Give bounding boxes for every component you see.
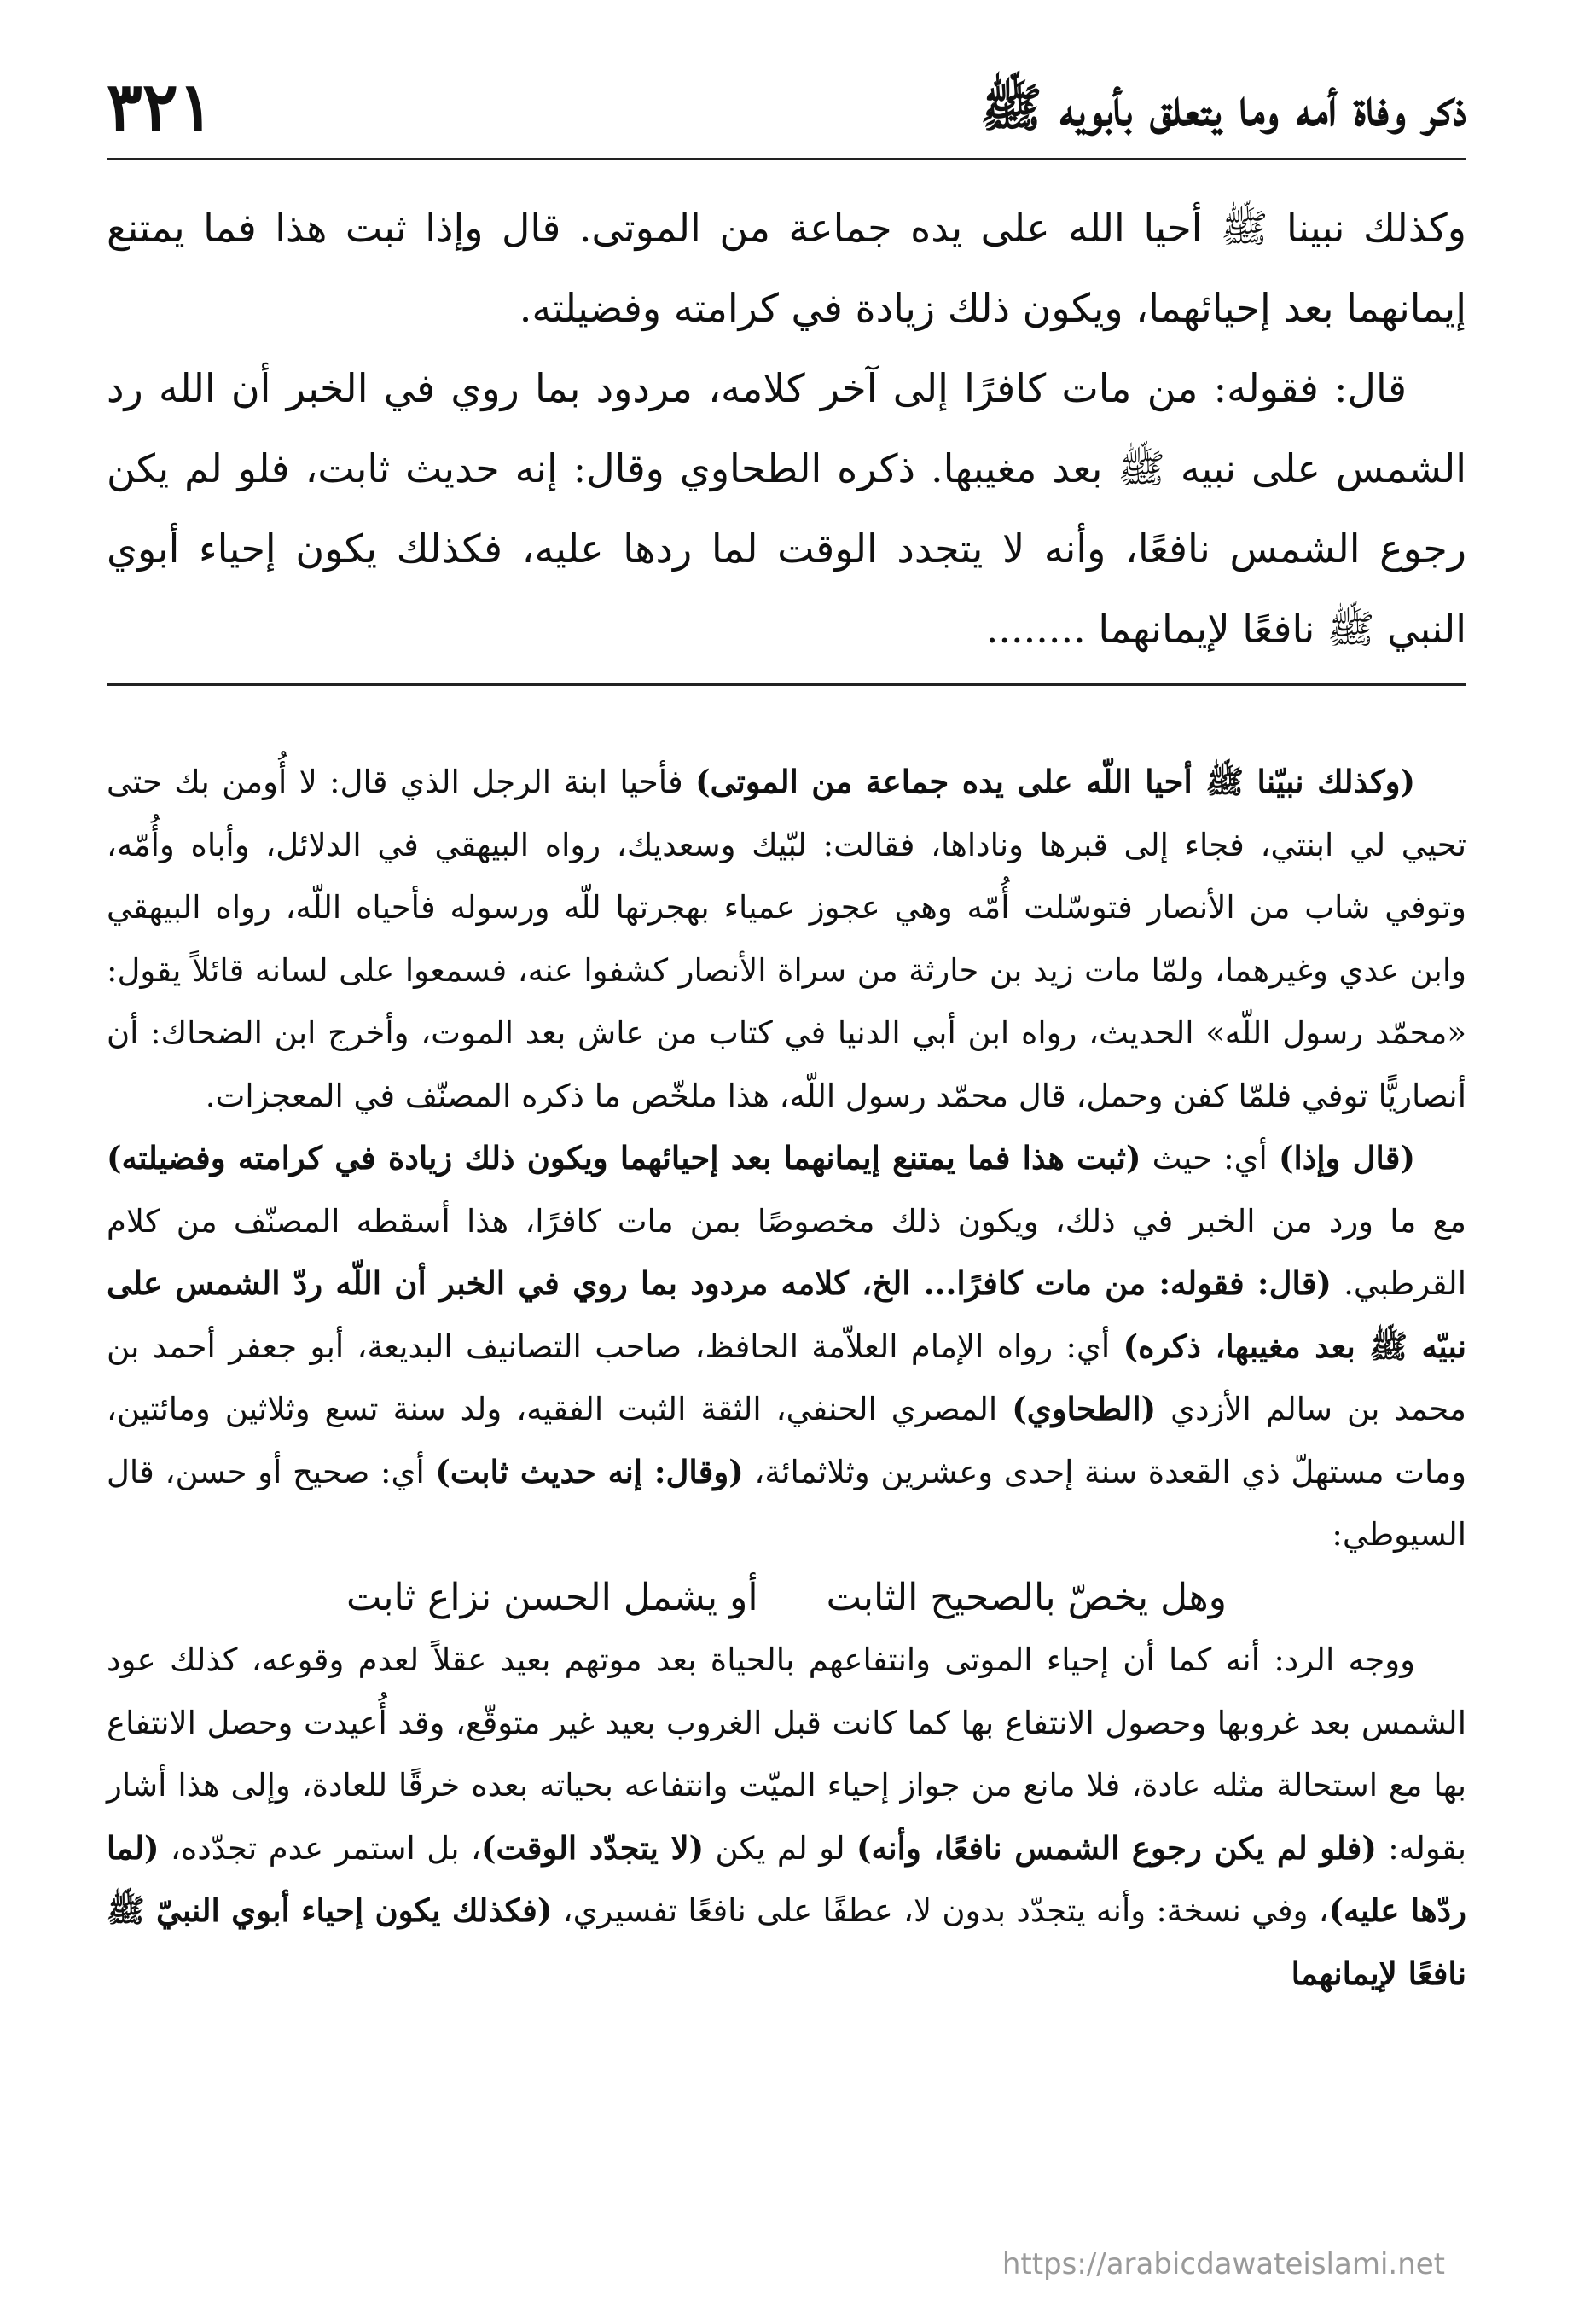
main-paragraph-2 <box>107 348 1466 669</box>
commentary-text: أي: رواه الإمام العلاّمة الحافظ، صاحب التصانيف البديعة، أبو جعفر أحمد بن محمد بن سالم الأزدي <box>107 1328 1467 1427</box>
commentary-paragraph-3 <box>107 1629 1466 2005</box>
commentary-quote: (وكذلك نبيّنا ﷺ أحيا اللّه على يده جماعة من الموتى) <box>695 763 1415 800</box>
commentary-text: ، بل استمر عدم تجدّده، <box>159 1829 481 1867</box>
commentary-quote: (لما ردّها عليه) <box>107 1828 1466 1929</box>
commentary-quote: (فلو لم يكن رجوع الشمس نافعًا، وأنه) <box>856 1828 1377 1867</box>
commentary-paragraph-2 <box>107 1127 1466 1566</box>
commentary-quote: (فكذلك يكون إحياء أبوي النبيّ ﷺ نافعًا لإيمانهما <box>107 1891 1466 1992</box>
separator-rule <box>107 683 1466 686</box>
verse-hemistich-2: أو يشمل الحسن نزاع ثابت <box>346 1575 758 1619</box>
main-paragraph-2-text: قال: فقوله: من مات كافرًا إلى آخر كلامه، مردود بما روي في الخبر أن الله رد الشمس على نبيه ﷺ بعد مغيبها. ذكره الطحاوي وقال: إنه حديث ثابت، فلو لم يكن رجوع الشمس نافعًا، وأنه لا يتجدد الوقت لما ردها عليه، فكذلك يكون إحياء أبوي النبي ﷺ نافعًا لإيمانهما <box>107 365 1466 652</box>
commentary-quote: (لا يتجدّد الوقت) <box>480 1828 705 1867</box>
trailing-dots: ........ <box>985 606 1086 652</box>
commentary-text: ، وفي نسخة: وأنه يتجدّد بدون لا، عطفًا على نافعًا تفسيري، <box>552 1892 1329 1929</box>
commentary-text: لو لم يكن <box>704 1829 857 1867</box>
main-paragraph-1: وكذلك نبينا ﷺ أحيا الله على يده جماعة من الموتى. قال وإذا ثبت هذا فما يمتنع إيمانهما بعد إحيائهما، ويكون ذلك زيادة في كرامته وفضيلته. <box>107 205 1466 331</box>
commentary-paragraph-1 <box>107 751 1466 1127</box>
commentary-quote: (قال وإذا) <box>1278 1139 1415 1177</box>
commentary-quote: (الطحاوي) <box>1012 1390 1157 1427</box>
commentary-text: أي: صحيح أو حسن، قال السيوطي: <box>107 1453 1466 1553</box>
commentary-text: أي: حيث <box>1141 1140 1279 1177</box>
header-rule <box>107 158 1466 160</box>
commentary-text: المصري الحنفي، الثقة الثبت الفقيه، ولد سنة تسع وثلاثين ومائتين، ومات مستهلّ ذي القعدة سنة إحدى وعشرين وثلاثمائة، <box>107 1391 1466 1490</box>
page-number: ٣٢١ <box>107 68 214 146</box>
commentary-quote: (قال: فقوله: من مات كافرًا... الخ، كلامه مردود بما روي في الخبر أن اللّه ردّ الشمس على نبيّه ﷺ بعد مغيبها، ذكره) <box>107 1264 1467 1365</box>
main-text-block <box>107 188 1466 669</box>
page-header <box>107 68 1466 162</box>
verse-hemistich-1: وهل يخصّ بالصحيح الثابت <box>826 1575 1227 1619</box>
commentary-text: فأحيا ابنة الرجل الذي قال: لا أُومن بك حتى تحيي لي ابنتي، فجاء إلى قبرها وناداها، فقالت: لبّيك وسعديك، رواه البيهقي في الدلائل، وأباه وأُمّه، وتوفي شاب من الأنصار فتوسّلت أُمّه وهي عجوز عمياء بهجرتها للّه ورسوله فأحياه اللّه، رواه البيهقي وابن عدي وغيرهما، ولمّا مات زيد بن حارثة من سراة الأنصار كشفوا عنه، فسمعوا على لسانه قائلاً يقول: «محمّد رسول اللّه» الحديث، رواه ابن أبي الدنيا في كتاب من عاش بعد الموت، وأخرج ابن الضحاك: أن أنصاريًّا توفي فلمّا كفن وحمل، قال محمّد رسول اللّه، هذا ملخّص ما ذكره المصنّف في المعجزات. <box>107 764 1466 1114</box>
verse-line <box>107 1566 1466 1630</box>
commentary-quote: (وقال: إنه حديث ثابت) <box>435 1452 744 1490</box>
watermark-url: https://arabicdawateislami.net <box>1001 2247 1445 2281</box>
commentary-text: مع ما ورد من الخبر في ذلك، ويكون ذلك مخصوصًا بمن مات كافرًا، هذا أسقطه المصنّف من كلام القرطبي. <box>107 1202 1466 1302</box>
commentary-text: ووجه الرد: أنه كما أن إحياء الموتى وانتفاعهم بالحياة بعد موتهم بعيد عقلاً لعدم وقوعه، كذلك عود الشمس بعد غروبها وحصول الانتفاع بها كما كانت قبل الغروب بعيد غير متوقّع، وقد أُعيدت وحصل الانتفاع بها مع استحالة مثله عادة، فلا مانع من جواز إحياء الميّت وانتفاعه بحياته بعده خرقًا للعادة، وإلى هذا أشار بقوله: <box>107 1641 1467 1867</box>
commentary-block <box>107 751 1466 2005</box>
commentary-quote: (ثبت هذا فما يمتنع إيمانهما بعد إحيائهما ويكون ذلك زيادة في كرامته وفضيلته) <box>107 1139 1141 1177</box>
running-title: ذكر وفاة أمه وما يتعلق بأبويه ﷺ <box>980 78 1466 138</box>
